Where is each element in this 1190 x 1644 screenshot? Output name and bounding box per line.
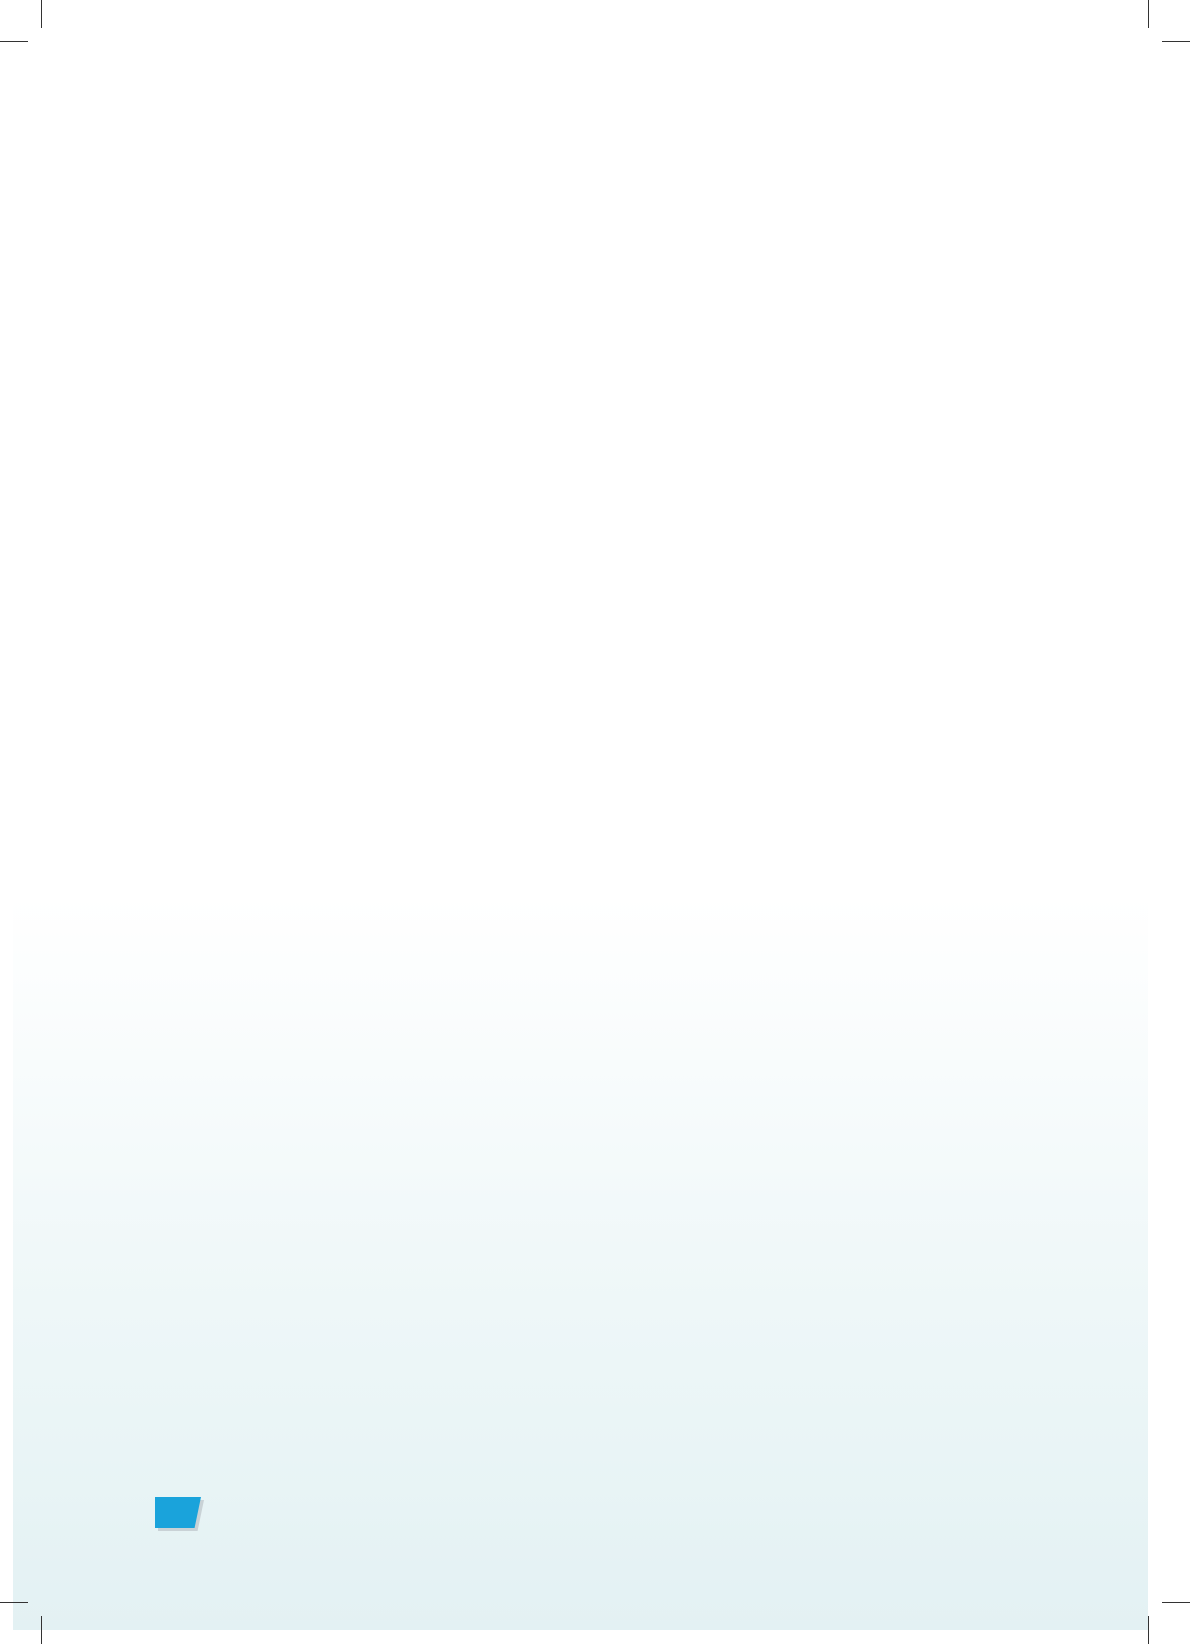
page-background [13, 0, 1148, 1630]
crop-mark [1162, 41, 1190, 42]
crop-mark [1148, 1616, 1149, 1644]
crop-mark [0, 1602, 28, 1603]
crop-mark [1148, 0, 1149, 28]
crop-mark [1162, 1602, 1190, 1603]
page-number [155, 1497, 201, 1528]
crop-mark [0, 41, 28, 42]
crop-mark [41, 0, 42, 28]
page-content [155, 150, 1035, 244]
crop-mark [41, 1616, 42, 1644]
